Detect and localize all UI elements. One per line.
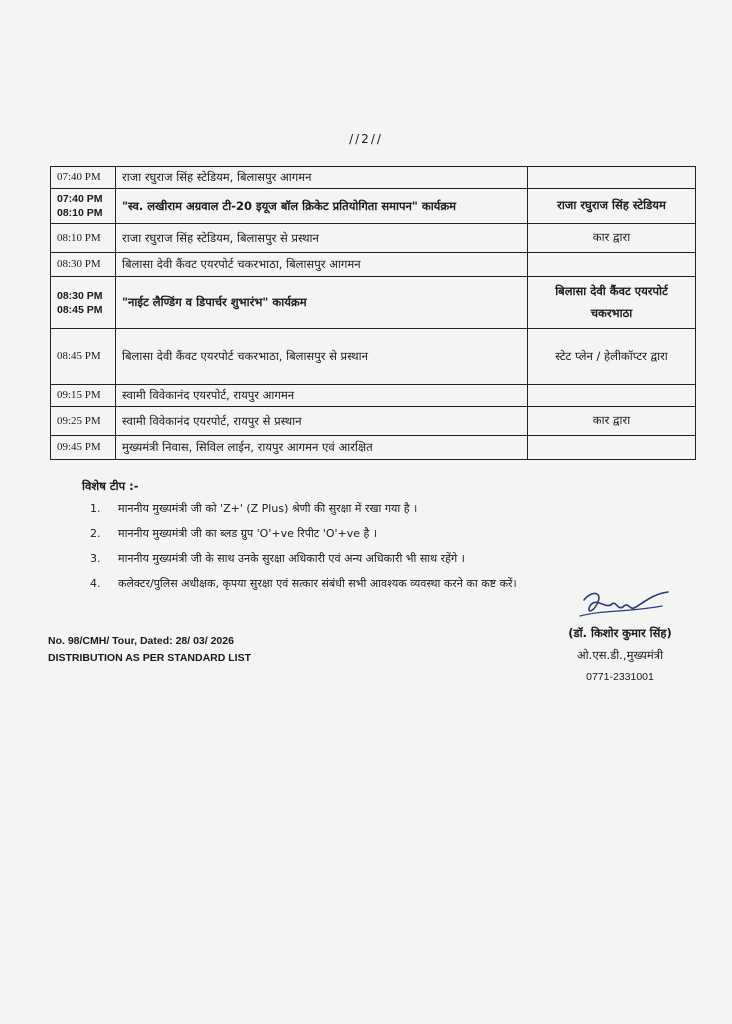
- signatory-block: [530, 622, 710, 688]
- description-cell: स्वामी विवेकानंद एयरपोर्ट, रायपुर से प्रस्थान: [116, 407, 528, 436]
- time-cell: [51, 224, 116, 253]
- signature-icon: [572, 586, 672, 626]
- place-cell: बिलासा देवी कैंवट एयरपोर्ट चकरभाठा: [528, 277, 696, 329]
- notes-list: [90, 496, 680, 596]
- time-value: 08:45 PM: [57, 350, 101, 363]
- time-cell: [51, 189, 116, 224]
- time-cell: [51, 329, 116, 385]
- note-item: 4. कलेक्टर/पुलिस अधीक्षक, कृपया सुरक्षा एवं सत्कार संबंधी सभी आवश्यक व्यवस्था करने का कष्ट करें।: [90, 577, 517, 590]
- distribution-line: DISTRIBUTION AS PER STANDARD LIST: [48, 652, 252, 664]
- note-item: 3. माननीय मुख्यमंत्री जी के साथ उनके सुरक्षा अधिकारी एवं अन्य अधिकारी भी साथ रहेंगे ।: [90, 552, 465, 565]
- time-cell: [51, 167, 116, 189]
- schedule-row: [51, 189, 696, 224]
- time-value: 07:40 PM: [57, 171, 101, 184]
- time-value: 08:45 PM: [57, 303, 103, 316]
- schedule-row: [51, 224, 696, 253]
- schedule-row: [51, 436, 696, 460]
- time-value: 07:40 PM: [57, 193, 103, 205]
- time-cell: [51, 385, 116, 407]
- description-cell: बिलासा देवी कैंवट एयरपोर्ट चकरभाठा, बिलासपुर से प्रस्थान: [116, 329, 528, 385]
- schedule-row: [51, 253, 696, 277]
- signatory-phone: 0771-2331001: [586, 671, 654, 683]
- description-cell: मुख्यमंत्री निवास, सिविल लाईन, रायपुर आगमन एवं आरक्षित: [116, 436, 528, 460]
- schedule-row: [51, 407, 696, 436]
- time-value: 08:10 PM: [57, 231, 101, 244]
- note-item: 2. माननीय मुख्यमंत्री जी का ब्लड ग्रुप 'O'+ve रिपीट 'O'+ve है ।: [90, 527, 378, 540]
- reference-number: No. 98/CMH/ Tour, Dated: 28/ 03/ 2026: [48, 635, 234, 647]
- description-cell: "नाईट लैण्डिंग व डिपार्चर शुभारंभ" कार्यक्रम: [116, 277, 528, 329]
- signatory-designation: ओ.एस.डी.,मुख्यमंत्री: [576, 648, 664, 662]
- schedule-table: [50, 166, 696, 460]
- reference-block: [48, 633, 251, 667]
- signatory-name: (डॉ. किशोर कुमार सिंह): [568, 626, 672, 640]
- time-value: 09:25 PM: [57, 414, 101, 427]
- place-cell: [528, 253, 696, 277]
- place-cell: स्टेट प्लेन / हेलीकॉप्टर द्वारा: [528, 329, 696, 385]
- schedule-row: [51, 167, 696, 189]
- time-value: 08:30 PM: [57, 289, 103, 302]
- time-cell: [51, 277, 116, 329]
- description-cell: स्वामी विवेकानंद एयरपोर्ट, रायपुर आगमन: [116, 385, 528, 407]
- place-cell: [528, 167, 696, 189]
- place-cell: [528, 385, 696, 407]
- description-cell: राजा रघुराज सिंह स्टेडियम, बिलासपुर से प्रस्थान: [116, 224, 528, 253]
- time-cell: [51, 407, 116, 436]
- note-item: 1. माननीय मुख्यमंत्री जी को 'Z+' (Z Plus) श्रेणी की सुरक्षा में रखा गया है ।: [90, 502, 418, 515]
- schedule-row: [51, 277, 696, 329]
- time-value: 09:15 PM: [57, 389, 101, 402]
- place-cell: राजा रघुराज सिंह स्टेडियम: [528, 189, 696, 224]
- time-cell: [51, 436, 116, 460]
- time-value: 08:10 PM: [57, 207, 103, 220]
- notes-title: विशेष टीप :-: [82, 479, 139, 493]
- place-cell: कार द्वारा: [528, 224, 696, 253]
- description-cell: "स्व. लखीराम अग्रवाल टी-20 इयूज बॉल क्रिकेट प्रतियोगिता समापन" कार्यक्रम: [116, 189, 528, 224]
- description-cell: राजा रघुराज सिंह स्टेडियम, बिलासपुर आगमन: [116, 167, 528, 189]
- page-number: //2//: [349, 132, 383, 146]
- description-cell: बिलासा देवी कैंवट एयरपोर्ट चकरभाठा, बिलासपुर आगमन: [116, 253, 528, 277]
- time-value: 09:45 PM: [57, 441, 101, 454]
- time-value: 08:30 PM: [57, 258, 101, 271]
- schedule-row: [51, 329, 696, 385]
- place-cell: [528, 436, 696, 460]
- schedule-row: [51, 385, 696, 407]
- place-cell: कार द्वारा: [528, 407, 696, 436]
- time-cell: [51, 253, 116, 277]
